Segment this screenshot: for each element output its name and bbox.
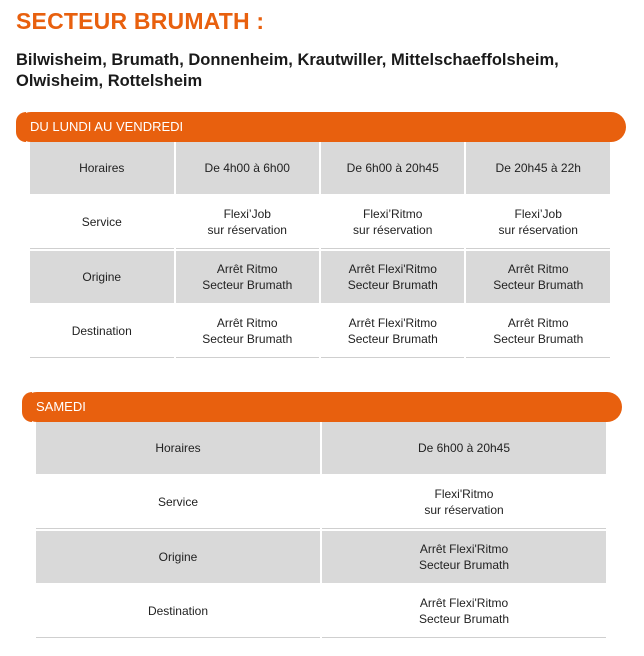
cell-text: De 20h45 à 22h [495,161,581,175]
communes-list: Bilwisheim, Brumath, Donnenheim, Krautwiller, Mittelschaeffolsheim, Olwisheim, Rottelsheim [16,51,559,90]
cell-text: Secteur Brumath [493,332,584,346]
table-row [30,142,610,194]
table-cell [466,251,610,303]
cell-text: Secteur Brumath [202,332,293,346]
cell-text: De 6h00 à 20h45 [346,161,439,175]
cell-text: Flexi’Job [223,207,271,221]
cell-text: Secteur Brumath [418,612,510,626]
cell-text: Arrêt Flexi'Ritmo [419,542,509,556]
cell-text: sur réservation [207,223,287,237]
table-cell [322,422,606,474]
cell-text: Arrêt Ritmo [507,262,569,276]
cell-text: De 6h00 à 20h45 [417,441,511,455]
cell-text: Secteur Brumath [347,332,438,346]
table-cell [176,196,319,249]
table-cell [321,142,464,194]
row-label: Origine [36,531,320,583]
cell-text: Flexi’Ritmo [363,207,423,221]
row-label: Horaires [36,422,320,474]
table-cell [321,196,464,249]
table-cell [321,305,464,358]
table-cell [176,142,319,194]
cell-text: sur réservation [498,223,578,237]
cell-text: Arrêt Ritmo [216,316,278,330]
table-cell [466,305,610,358]
table-cell [322,476,606,529]
cell-text: Secteur Brumath [493,278,584,292]
row-label: Service [30,196,174,249]
table-row [30,196,610,249]
table-row [36,531,606,583]
cell-text: Arrêt Flexi'Ritmo [348,316,437,330]
row-label: Destination [36,585,320,638]
table-row [36,476,606,529]
section-band-label: SAMEDI [36,399,86,414]
section-band-label: DU LUNDI AU VENDREDI [30,119,184,134]
cell-text: Flexi'Ritmo [434,487,494,501]
row-label: Destination [30,305,174,358]
section-band-weekday [16,112,626,142]
cell-text: sur réservation [424,503,504,517]
table-row [36,422,606,474]
table-cell [322,585,606,638]
table-row [30,251,610,303]
table-cell [466,142,610,194]
section-band-saturday [22,392,622,422]
table-cell [322,531,606,583]
cell-text: De 4h00 à 6h00 [204,161,290,175]
cell-text: Secteur Brumath [418,558,510,572]
table-row [36,585,606,638]
row-label: Horaires [30,142,174,194]
cell-text: Arrêt Ritmo [507,316,569,330]
cell-text: sur réservation [353,223,433,237]
table-cell [466,196,610,249]
schedule-table-saturday [34,420,608,640]
table-cell [176,305,319,358]
table-row [30,305,610,358]
row-label: Service [36,476,320,529]
cell-text: Arrêt Flexi'Ritmo [348,262,437,276]
table-cell [176,251,319,303]
cell-text: Secteur Brumath [202,278,293,292]
cell-text: Secteur Brumath [347,278,438,292]
cell-text: Flexi’Job [514,207,562,221]
row-label: Origine [30,251,174,303]
page-title: SECTEUR BRUMATH : [16,8,265,34]
cell-text: Arrêt Ritmo [216,262,278,276]
cell-text: Arrêt Flexi'Ritmo [419,596,509,610]
table-cell [321,251,464,303]
schedule-table-weekday [28,140,612,360]
